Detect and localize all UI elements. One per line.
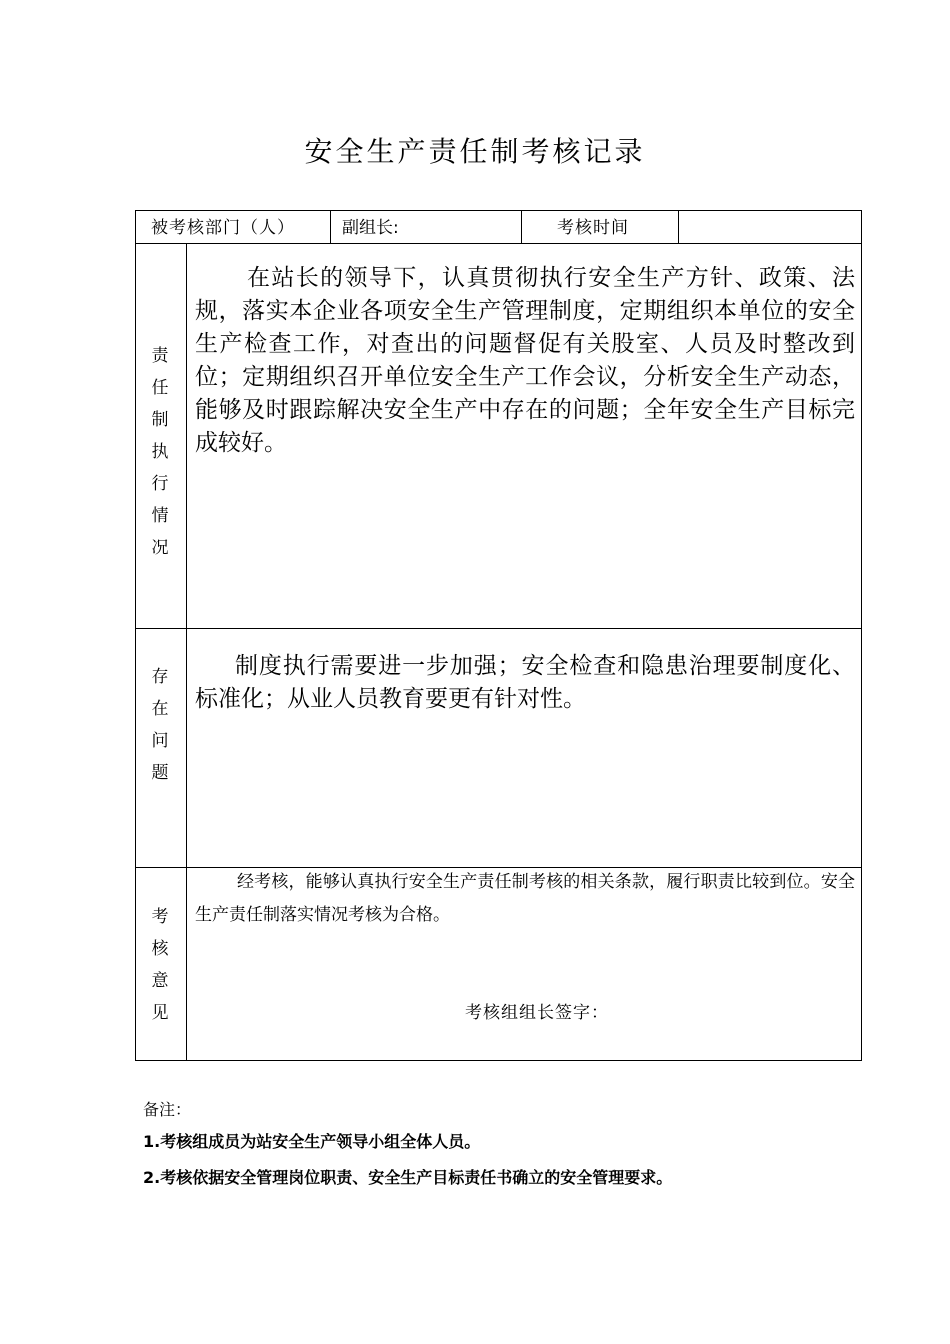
department-label: 被考核部门（人）: [151, 218, 295, 238]
execution-text: 在站长的领导下，认真贯彻执行安全生产方针、政策、法规，落实本企业各项安全生产管理制度，定期组织本单位的安全生产检查工作，对查出的问题督促有关股室、人员及时整改到位；定期组织召开单位安全生产工作会议，分析安全生产动态，能够及时跟踪解决安全生产中存在的问题；全年安全生产目标完成较好。: [195, 265, 855, 456]
note-item: 2.考核依据安全管理岗位职责、安全生产目标责任书确立的安全管理要求。: [143, 1168, 673, 1187]
table-border-bottom: [135, 1060, 862, 1061]
notes: [143, 1096, 672, 1200]
table-rule: [135, 628, 862, 629]
assessment-table: [135, 210, 862, 1061]
problems-row-label: 存 在 问 题: [151, 667, 169, 783]
table-border-right: [861, 210, 862, 1061]
table-rule: [678, 210, 679, 244]
opinion-text: 经考核，能够认真执行安全生产责任制考核的相关条款，履行职责比较到位。安全生产责任制落实情况考核为合格。: [195, 872, 855, 925]
problems-text: 制度执行需要进一步加强；安全检查和隐患治理要制度化、标准化；从业人员教育要更有针对性。: [195, 653, 855, 712]
execution-row-label: 责 任 制 执 行 情 况: [151, 346, 169, 558]
deputy-leader-label: 副组长:: [342, 218, 399, 238]
note-item: 1.考核组成员为站安全生产领导小组全体人员。: [143, 1132, 481, 1151]
table-rule: [330, 210, 331, 244]
assessment-time-label: 考核时间: [557, 218, 629, 238]
signature-label: 考核组组长签字：: [465, 1003, 609, 1023]
notes-heading: 备注：: [143, 1100, 192, 1119]
page-title: 安全生产责任制考核记录: [304, 135, 646, 168]
table-rule: [186, 243, 187, 1061]
opinion-row-label: 考 核 意 见: [151, 907, 169, 1023]
table-rule: [521, 210, 522, 244]
